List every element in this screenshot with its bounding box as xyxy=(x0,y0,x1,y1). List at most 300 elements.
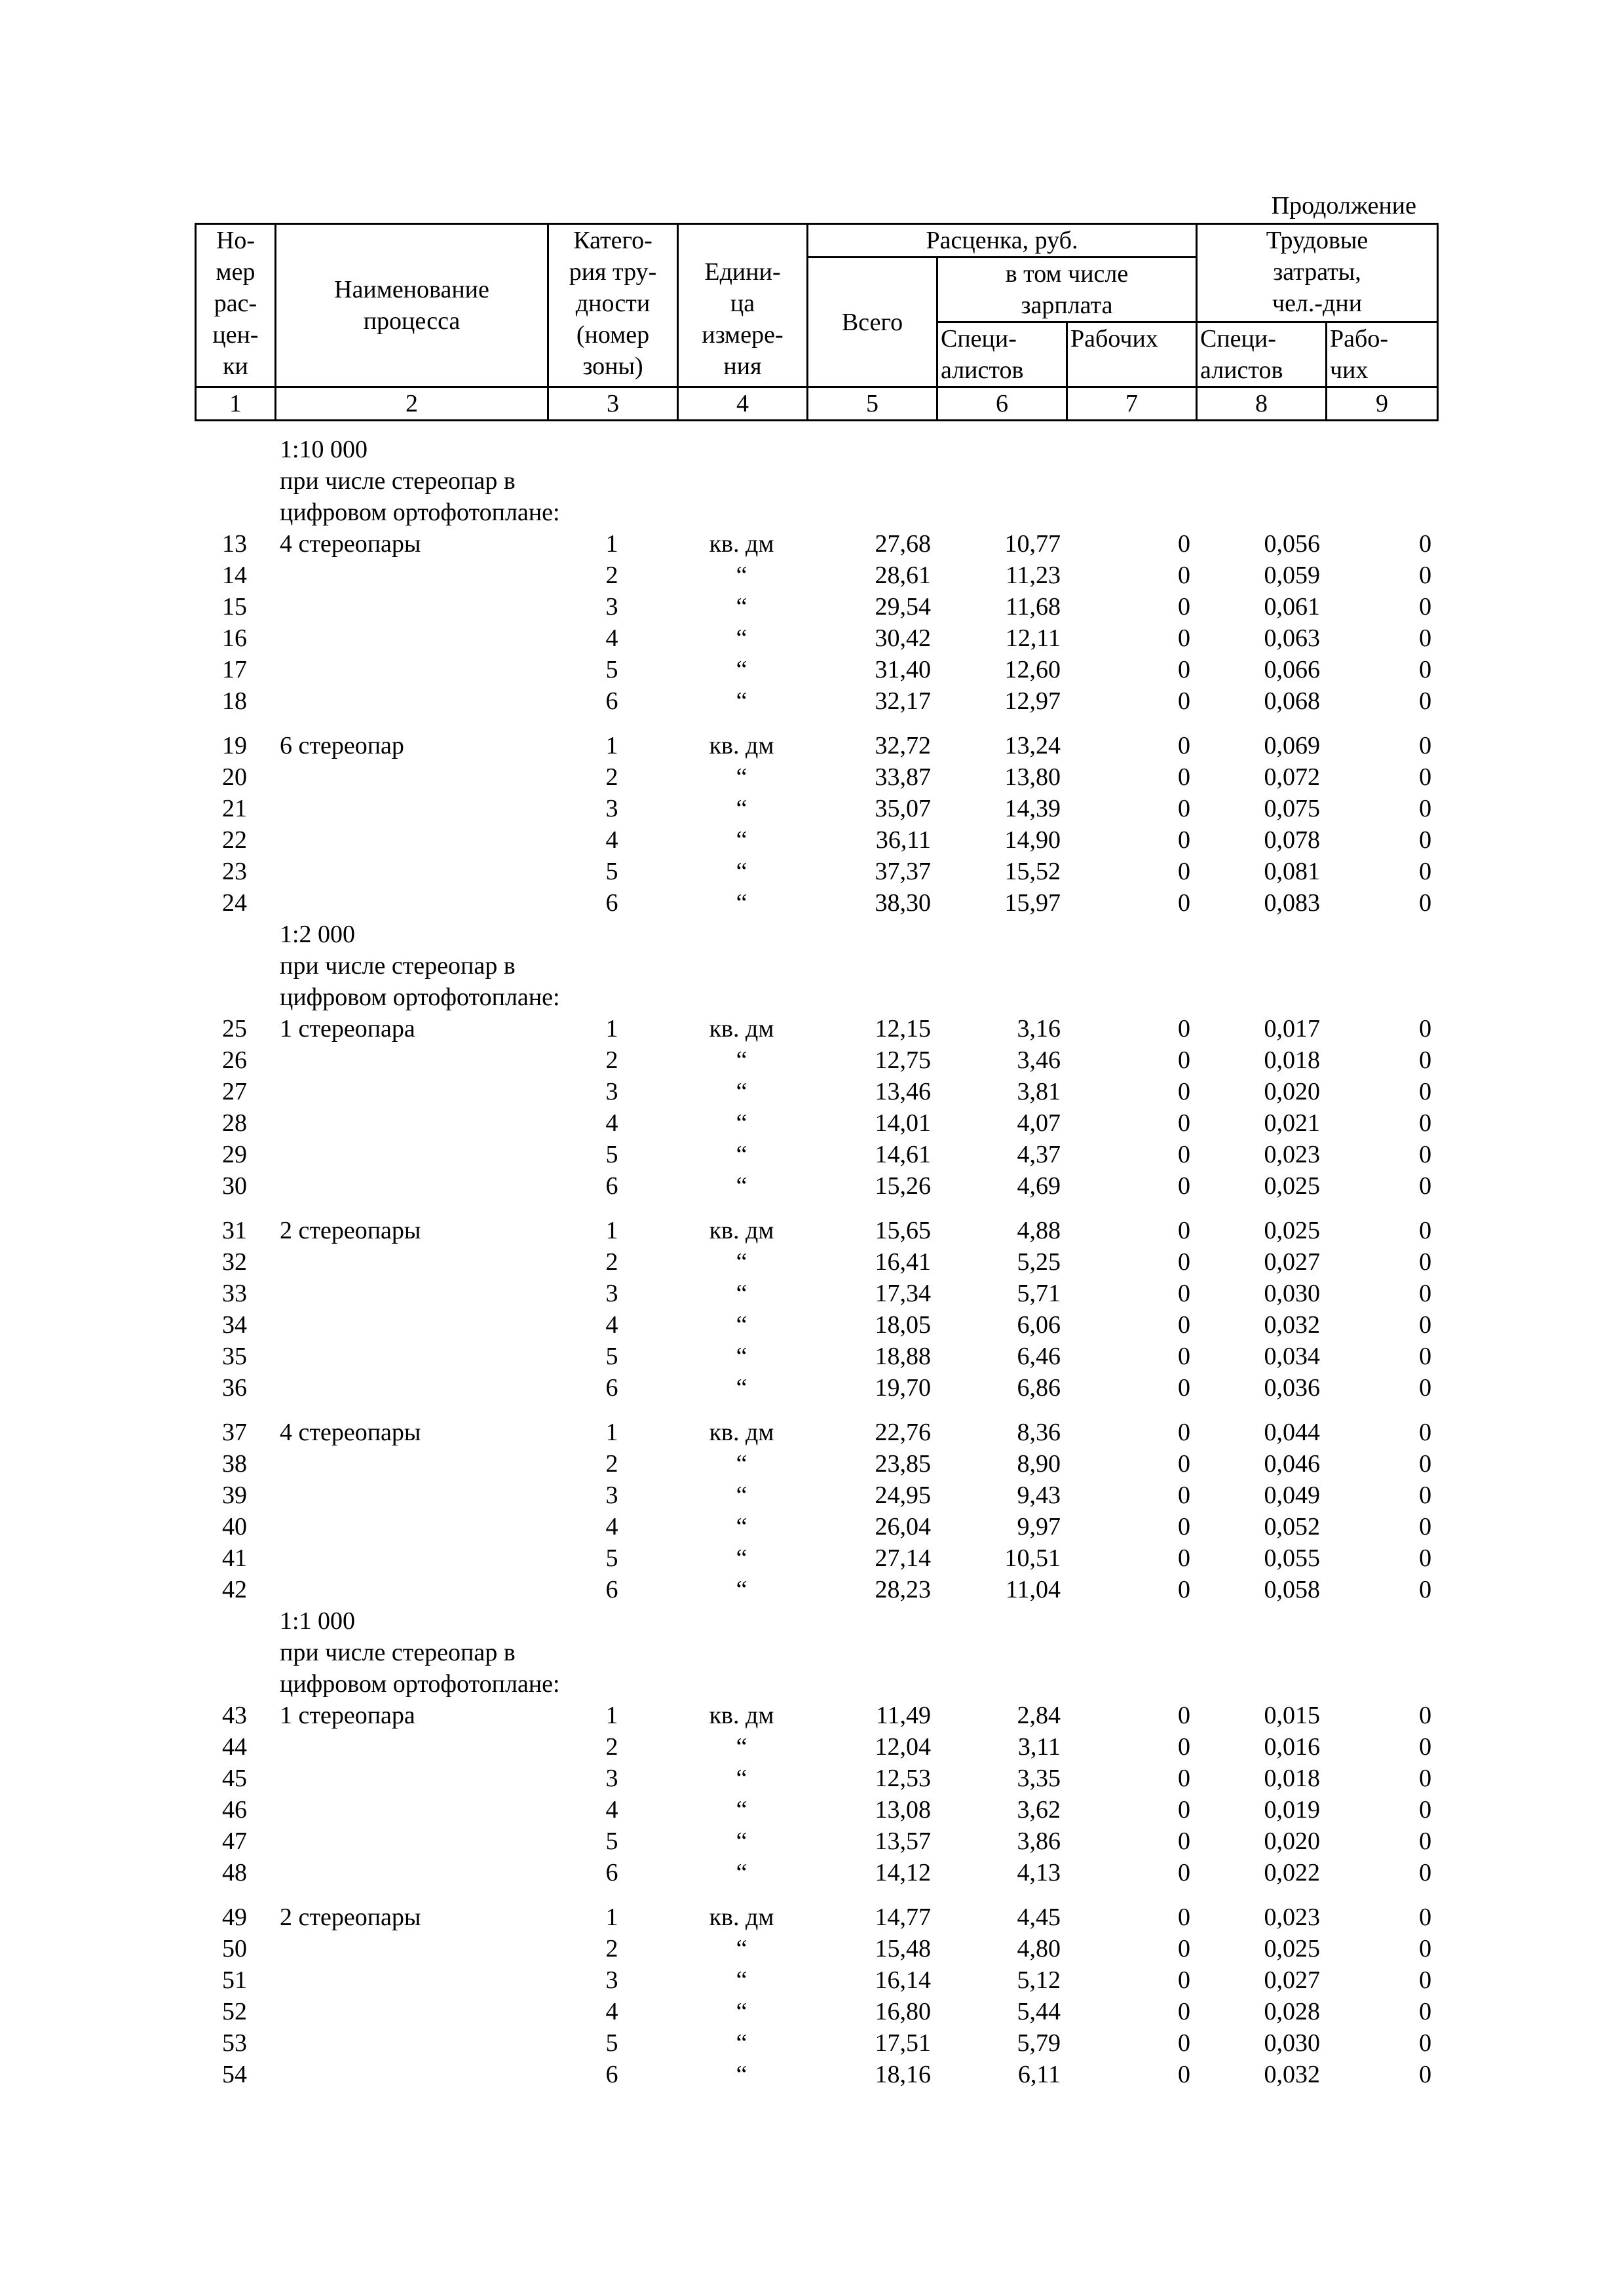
labor-workers: 0 xyxy=(1419,2029,1432,2057)
salary-specialists: 15,97 xyxy=(1004,889,1061,917)
labor-specialists: 0,028 xyxy=(1264,1998,1320,2025)
difficulty-category: 4 xyxy=(605,1109,618,1137)
difficulty-category: 2 xyxy=(605,1046,618,1074)
measure-unit: “ xyxy=(736,1280,747,1307)
difficulty-category: 2 xyxy=(605,763,618,791)
header-labor-workers-cell: Рабо- чих xyxy=(1327,322,1438,387)
process-name xyxy=(274,1044,547,1076)
price-total: 29,54 xyxy=(875,593,931,621)
table-row xyxy=(195,2027,1437,2059)
salary-workers: 0 xyxy=(1178,2061,1190,2088)
labor-workers: 0 xyxy=(1419,1733,1432,1761)
labor-workers: 0 xyxy=(1419,1280,1432,1307)
price-total: 16,14 xyxy=(875,1966,931,1994)
labor-specialists: 0,063 xyxy=(1264,624,1320,652)
salary-specialists: 4,13 xyxy=(1017,1859,1061,1886)
process-name xyxy=(274,1341,547,1372)
salary-specialists: 2,84 xyxy=(1017,1702,1061,1729)
measure-unit: “ xyxy=(736,1482,747,1509)
salary-specialists: 12,60 xyxy=(1004,656,1061,683)
labor-workers: 0 xyxy=(1419,1046,1432,1074)
difficulty-category: 6 xyxy=(605,1859,618,1886)
table-row xyxy=(195,1480,1437,1511)
labor-workers: 0 xyxy=(1419,1827,1432,1855)
salary-specialists: 9,97 xyxy=(1017,1513,1061,1540)
difficulty-category: 2 xyxy=(605,1248,618,1276)
salary-workers: 0 xyxy=(1178,687,1190,715)
col-number: 1 xyxy=(196,387,276,421)
rate-number: 25 xyxy=(222,1015,247,1043)
salary-specialists: 11,23 xyxy=(1005,562,1061,589)
process-name xyxy=(274,1107,547,1139)
measure-unit: “ xyxy=(736,1513,747,1540)
process-name xyxy=(274,1857,547,1888)
measure-unit: “ xyxy=(736,1172,747,1200)
labor-specialists: 0,049 xyxy=(1264,1482,1320,1509)
rate-number: 36 xyxy=(222,1374,247,1402)
salary-specialists: 3,35 xyxy=(1017,1765,1061,1792)
salary-workers: 0 xyxy=(1178,1576,1190,1603)
labor-workers: 0 xyxy=(1419,1015,1432,1043)
difficulty-category: 6 xyxy=(605,1576,618,1603)
measure-unit: “ xyxy=(736,1859,747,1886)
salary-workers: 0 xyxy=(1178,1796,1190,1824)
labor-specialists: 0,017 xyxy=(1264,1015,1320,1043)
process-name xyxy=(274,1826,547,1857)
col-number: 3 xyxy=(548,387,678,421)
salary-specialists: 3,11 xyxy=(1017,1733,1061,1761)
process-name xyxy=(274,2059,547,2090)
price-total: 27,68 xyxy=(875,530,931,558)
col-number: 4 xyxy=(678,387,808,421)
scale-heading: 1:2 000 xyxy=(280,921,356,948)
rate-number: 31 xyxy=(222,1217,247,1244)
difficulty-category: 6 xyxy=(605,889,618,917)
salary-specialists: 9,43 xyxy=(1017,1482,1061,1509)
rate-number: 29 xyxy=(222,1141,247,1168)
measure-unit: “ xyxy=(736,593,747,621)
labor-workers: 0 xyxy=(1419,1482,1432,1509)
process-name xyxy=(274,560,547,591)
price-total: 15,48 xyxy=(875,1935,931,1962)
labor-specialists: 0,072 xyxy=(1264,763,1320,791)
rate-number: 16 xyxy=(222,624,247,652)
salary-workers: 0 xyxy=(1178,1046,1190,1074)
process-name: 2 стереопары xyxy=(280,1217,421,1244)
table-row xyxy=(195,1826,1437,1857)
labor-specialists: 0,022 xyxy=(1264,1859,1320,1886)
price-total: 14,12 xyxy=(875,1859,931,1886)
labor-specialists: 0,059 xyxy=(1264,562,1320,589)
group-caption-row xyxy=(195,1668,1437,1700)
difficulty-category: 6 xyxy=(605,687,618,715)
table-row xyxy=(195,591,1437,622)
labor-specialists: 0,075 xyxy=(1264,795,1320,822)
measure-unit: “ xyxy=(736,624,747,652)
salary-specialists: 5,25 xyxy=(1017,1248,1061,1276)
salary-specialists: 3,86 xyxy=(1017,1827,1061,1855)
salary-specialists: 6,46 xyxy=(1017,1343,1061,1370)
difficulty-category: 4 xyxy=(605,624,618,652)
salary-workers: 0 xyxy=(1178,1904,1190,1931)
table-row xyxy=(195,1542,1437,1574)
labor-workers: 0 xyxy=(1419,1450,1432,1478)
table-row xyxy=(195,1857,1437,1888)
difficulty-category: 3 xyxy=(605,1482,618,1509)
measure-unit: кв. дм xyxy=(709,530,774,558)
spacer-cell xyxy=(195,1202,1437,1215)
rate-number: 49 xyxy=(222,1904,247,1931)
labor-workers: 0 xyxy=(1419,1576,1432,1603)
spacer-cell xyxy=(195,1888,1437,1902)
price-total: 24,95 xyxy=(875,1482,931,1509)
salary-specialists: 6,86 xyxy=(1017,1374,1061,1402)
process-name xyxy=(274,1933,547,1964)
scale-heading: 1:10 000 xyxy=(280,436,368,463)
labor-specialists: 0,018 xyxy=(1264,1046,1320,1074)
measure-unit: “ xyxy=(736,1374,747,1402)
salary-workers: 0 xyxy=(1178,1513,1190,1540)
salary-workers: 0 xyxy=(1178,2029,1190,2057)
rate-number: 14 xyxy=(222,562,247,589)
labor-specialists: 0,068 xyxy=(1264,687,1320,715)
difficulty-category: 5 xyxy=(605,858,618,885)
salary-specialists: 13,24 xyxy=(1004,732,1061,759)
rate-number: 37 xyxy=(222,1419,247,1446)
difficulty-category: 4 xyxy=(605,826,618,854)
measure-unit: кв. дм xyxy=(709,732,774,759)
difficulty-category: 3 xyxy=(605,1078,618,1105)
table-row xyxy=(195,1964,1437,1996)
measure-unit: “ xyxy=(736,1311,747,1339)
price-total: 28,61 xyxy=(875,562,931,589)
header-category-cell: Катего- рия тру- дности (номер зоны) xyxy=(548,224,678,387)
process-name xyxy=(274,1794,547,1826)
labor-specialists: 0,069 xyxy=(1264,732,1320,759)
measure-unit: “ xyxy=(736,1343,747,1370)
measure-unit: “ xyxy=(736,1796,747,1824)
salary-workers: 0 xyxy=(1178,530,1190,558)
rate-number: 43 xyxy=(222,1702,247,1729)
table-row xyxy=(195,2059,1437,2090)
header-name-cell: Наименование процесса xyxy=(276,224,548,387)
process-name: 4 стереопары xyxy=(280,1419,421,1446)
salary-workers: 0 xyxy=(1178,1450,1190,1478)
header-specialists-cell: Специ- алистов xyxy=(937,322,1067,387)
header-price-title: Расценка, руб. xyxy=(808,224,1197,258)
scale-heading-row xyxy=(195,434,1437,465)
measure-unit: “ xyxy=(736,858,747,885)
labor-specialists: 0,034 xyxy=(1264,1343,1320,1370)
labor-specialists: 0,036 xyxy=(1264,1374,1320,1402)
process-name xyxy=(274,1964,547,1996)
table-row xyxy=(195,1107,1437,1139)
difficulty-category: 2 xyxy=(605,562,618,589)
salary-specialists: 4,69 xyxy=(1017,1172,1061,1200)
salary-workers: 0 xyxy=(1178,1109,1190,1137)
labor-workers: 0 xyxy=(1419,1374,1432,1402)
measure-unit: “ xyxy=(736,2061,747,2088)
table-row xyxy=(195,1700,1437,1731)
group-caption: при числе стереопар в xyxy=(280,467,516,495)
rate-number: 50 xyxy=(222,1935,247,1962)
rate-number: 27 xyxy=(222,1078,247,1105)
labor-specialists: 0,061 xyxy=(1264,593,1320,621)
labor-specialists: 0,020 xyxy=(1264,1827,1320,1855)
table-row xyxy=(195,1170,1437,1202)
empty-cell xyxy=(195,497,274,528)
salary-workers: 0 xyxy=(1178,562,1190,589)
salary-workers: 0 xyxy=(1178,795,1190,822)
rate-number: 51 xyxy=(222,1966,247,1994)
labor-specialists: 0,019 xyxy=(1264,1796,1320,1824)
salary-specialists: 3,81 xyxy=(1017,1078,1061,1105)
process-name xyxy=(274,685,547,717)
process-name xyxy=(274,1309,547,1341)
rate-number: 34 xyxy=(222,1311,247,1339)
labor-workers: 0 xyxy=(1419,562,1432,589)
process-name xyxy=(274,654,547,685)
labor-specialists: 0,055 xyxy=(1264,1544,1320,1572)
table-header xyxy=(195,223,1439,421)
difficulty-category: 5 xyxy=(605,1544,618,1572)
salary-specialists: 4,07 xyxy=(1017,1109,1061,1137)
measure-unit: “ xyxy=(736,1544,747,1572)
empty-cell xyxy=(195,465,274,497)
labor-specialists: 0,025 xyxy=(1264,1172,1320,1200)
price-total: 18,05 xyxy=(875,1311,931,1339)
rate-number: 22 xyxy=(222,826,247,854)
table-row xyxy=(195,1309,1437,1341)
price-total: 14,77 xyxy=(875,1904,931,1931)
process-name: 4 стереопары xyxy=(280,530,421,558)
labor-specialists: 0,020 xyxy=(1264,1078,1320,1105)
process-name xyxy=(274,793,547,824)
measure-unit: кв. дм xyxy=(709,1904,774,1931)
salary-workers: 0 xyxy=(1178,732,1190,759)
process-name xyxy=(274,1372,547,1404)
difficulty-category: 1 xyxy=(605,1904,618,1931)
group-caption: цифровом ортофотоплане: xyxy=(280,984,560,1011)
price-total: 37,37 xyxy=(875,858,931,885)
labor-workers: 0 xyxy=(1419,795,1432,822)
table-row xyxy=(195,1794,1437,1826)
measure-unit: “ xyxy=(736,1765,747,1792)
salary-specialists: 3,62 xyxy=(1017,1796,1061,1824)
difficulty-category: 2 xyxy=(605,1450,618,1478)
difficulty-category: 6 xyxy=(605,2061,618,2088)
labor-specialists: 0,078 xyxy=(1264,826,1320,854)
rate-number: 45 xyxy=(222,1765,247,1792)
salary-specialists: 5,71 xyxy=(1017,1280,1061,1307)
process-name xyxy=(274,1731,547,1763)
rate-number: 24 xyxy=(222,889,247,917)
labor-specialists: 0,052 xyxy=(1264,1513,1320,1540)
difficulty-category: 1 xyxy=(605,732,618,759)
table-row xyxy=(195,1076,1437,1107)
labor-specialists: 0,021 xyxy=(1264,1109,1320,1137)
salary-specialists: 8,36 xyxy=(1017,1419,1061,1446)
measure-unit: “ xyxy=(736,795,747,822)
col-number: 2 xyxy=(276,387,548,421)
salary-workers: 0 xyxy=(1178,1859,1190,1886)
price-total: 12,53 xyxy=(875,1765,931,1792)
difficulty-category: 1 xyxy=(605,1419,618,1446)
measure-unit: кв. дм xyxy=(709,1702,774,1729)
price-total: 18,16 xyxy=(875,2061,931,2088)
price-total: 12,15 xyxy=(875,1015,931,1043)
salary-specialists: 12,97 xyxy=(1004,687,1061,715)
difficulty-category: 3 xyxy=(605,1765,618,1792)
labor-workers: 0 xyxy=(1419,1419,1432,1446)
labor-workers: 0 xyxy=(1419,1544,1432,1572)
price-total: 22,76 xyxy=(875,1419,931,1446)
measure-unit: “ xyxy=(736,1935,747,1962)
process-name xyxy=(274,1480,547,1511)
salary-workers: 0 xyxy=(1178,1280,1190,1307)
price-total: 13,57 xyxy=(875,1827,931,1855)
labor-workers: 0 xyxy=(1419,1217,1432,1244)
labor-workers: 0 xyxy=(1419,1935,1432,1962)
labor-workers: 0 xyxy=(1419,1078,1432,1105)
process-name: 1 стереопара xyxy=(280,1015,415,1043)
empty-cell xyxy=(195,1605,274,1637)
row-spacer xyxy=(195,1888,1437,1902)
rate-number: 46 xyxy=(222,1796,247,1824)
table-row xyxy=(195,1044,1437,1076)
measure-unit: “ xyxy=(736,1141,747,1168)
empty-cell xyxy=(195,1668,274,1700)
labor-workers: 0 xyxy=(1419,1904,1432,1931)
labor-workers: 0 xyxy=(1419,763,1432,791)
price-total: 38,30 xyxy=(875,889,931,917)
salary-specialists: 15,52 xyxy=(1004,858,1061,885)
price-total: 32,72 xyxy=(875,732,931,759)
spacer-cell xyxy=(195,717,1437,730)
salary-specialists: 5,79 xyxy=(1017,2029,1061,2057)
empty-cell xyxy=(195,919,274,950)
labor-workers: 0 xyxy=(1419,858,1432,885)
salary-specialists: 14,39 xyxy=(1004,795,1061,822)
measure-unit: “ xyxy=(736,1450,747,1478)
labor-specialists: 0,018 xyxy=(1264,1765,1320,1792)
labor-specialists: 0,023 xyxy=(1264,1904,1320,1931)
salary-specialists: 3,46 xyxy=(1017,1046,1061,1074)
salary-workers: 0 xyxy=(1178,1248,1190,1276)
price-total: 11,49 xyxy=(875,1702,931,1729)
salary-workers: 0 xyxy=(1178,593,1190,621)
col-number: 6 xyxy=(937,387,1067,421)
group-caption-row xyxy=(195,1637,1437,1668)
rate-number: 26 xyxy=(222,1046,247,1074)
price-total: 14,61 xyxy=(875,1141,931,1168)
difficulty-category: 5 xyxy=(605,656,618,683)
difficulty-category: 4 xyxy=(605,1311,618,1339)
col-number: 5 xyxy=(808,387,937,421)
rate-number: 38 xyxy=(222,1450,247,1478)
labor-workers: 0 xyxy=(1419,1702,1432,1729)
process-name xyxy=(274,1246,547,1278)
salary-workers: 0 xyxy=(1178,1827,1190,1855)
labor-specialists: 0,016 xyxy=(1264,1733,1320,1761)
salary-workers: 0 xyxy=(1178,1374,1190,1402)
process-name xyxy=(274,1542,547,1574)
price-total: 36,11 xyxy=(875,826,931,854)
table-row xyxy=(195,730,1437,761)
salary-specialists: 11,68 xyxy=(1005,593,1061,621)
header-unit-cell: Едини- ца измере- ния xyxy=(678,224,808,387)
process-name: 1 стереопара xyxy=(280,1702,415,1729)
table-row xyxy=(195,887,1437,919)
labor-workers: 0 xyxy=(1419,2061,1432,2088)
rate-number: 13 xyxy=(222,530,247,558)
table-row xyxy=(195,1341,1437,1372)
group-caption: цифровом ортофотоплане: xyxy=(280,1670,560,1698)
difficulty-category: 1 xyxy=(605,530,618,558)
labor-specialists: 0,081 xyxy=(1264,858,1320,885)
difficulty-category: 3 xyxy=(605,1280,618,1307)
labor-workers: 0 xyxy=(1419,1311,1432,1339)
table-row xyxy=(195,1902,1437,1933)
measure-unit: “ xyxy=(736,656,747,683)
measure-unit: “ xyxy=(736,687,747,715)
salary-workers: 0 xyxy=(1178,1765,1190,1792)
table-row xyxy=(195,793,1437,824)
rate-number: 28 xyxy=(222,1109,247,1137)
rate-number: 35 xyxy=(222,1343,247,1370)
salary-workers: 0 xyxy=(1178,1311,1190,1339)
labor-workers: 0 xyxy=(1419,656,1432,683)
table-row xyxy=(195,1511,1437,1542)
labor-specialists: 0,023 xyxy=(1264,1141,1320,1168)
salary-specialists: 5,44 xyxy=(1017,1998,1061,2025)
rate-number: 44 xyxy=(222,1733,247,1761)
header-labor-cell: Трудовые затраты, чел.-дни xyxy=(1197,224,1438,322)
salary-workers: 0 xyxy=(1178,624,1190,652)
rate-number: 23 xyxy=(222,858,247,885)
process-name: 2 стереопары xyxy=(280,1904,421,1931)
labor-specialists: 0,030 xyxy=(1264,1280,1320,1307)
salary-specialists: 12,11 xyxy=(1005,624,1061,652)
salary-workers: 0 xyxy=(1178,1935,1190,1962)
spacer-cell xyxy=(195,1404,1437,1417)
table-row xyxy=(195,1139,1437,1170)
difficulty-category: 5 xyxy=(605,1827,618,1855)
rate-number: 52 xyxy=(222,1998,247,2025)
group-caption-row xyxy=(195,465,1437,497)
process-name xyxy=(274,824,547,856)
measure-unit: “ xyxy=(736,2029,747,2057)
salary-workers: 0 xyxy=(1178,1172,1190,1200)
rate-number: 53 xyxy=(222,2029,247,2057)
difficulty-category: 1 xyxy=(605,1015,618,1043)
rates-table-body xyxy=(195,434,1437,2090)
price-total: 13,46 xyxy=(875,1078,931,1105)
salary-specialists: 5,12 xyxy=(1017,1966,1061,1994)
labor-workers: 0 xyxy=(1419,1109,1432,1137)
measure-unit: “ xyxy=(736,1046,747,1074)
salary-workers: 0 xyxy=(1178,1217,1190,1244)
salary-workers: 0 xyxy=(1178,1343,1190,1370)
rate-number: 32 xyxy=(222,1248,247,1276)
labor-workers: 0 xyxy=(1419,1248,1432,1276)
labor-workers: 0 xyxy=(1419,1172,1432,1200)
salary-workers: 0 xyxy=(1178,1733,1190,1761)
process-name xyxy=(274,2027,547,2059)
price-total: 15,26 xyxy=(875,1172,931,1200)
header-number-cell: Но- мер рас- цен- ки xyxy=(196,224,276,387)
table-row xyxy=(195,761,1437,793)
